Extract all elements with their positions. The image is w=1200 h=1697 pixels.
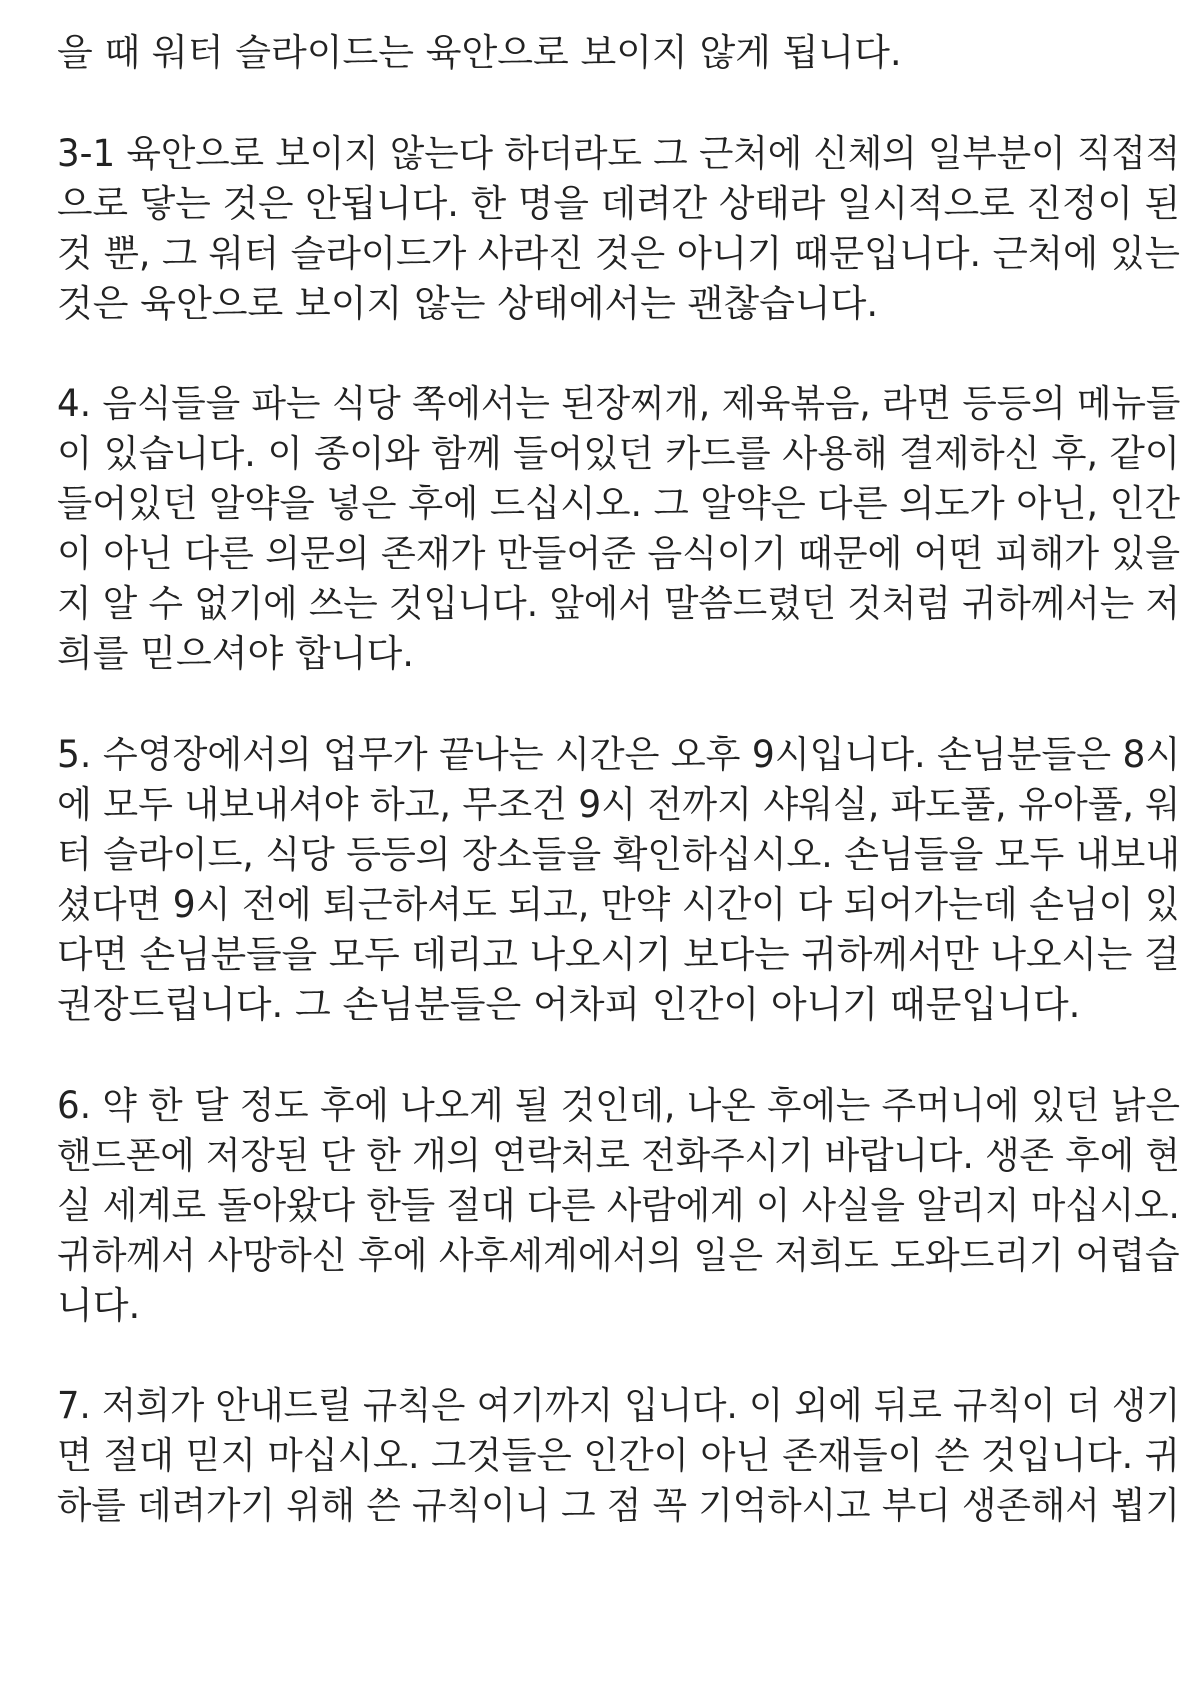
text-line: 지 알 수 없기에 쓰는 것입니다. 앞에서 말씀드렸던 것처럼 귀하께서는 저: [57, 582, 1180, 625]
text-line: 권장드립니다. 그 손님분들은 어차피 인간이 아니기 때문입니다.: [57, 983, 1081, 1026]
text-line: 3-1 육안으로 보이지 않는다 하더라도 그 근처에 신체의 일부분이 직접적: [57, 132, 1181, 175]
text-line: 귀하께서 사망하신 후에 사후세계에서의 일은 저희도 도와드리기 어렵습: [57, 1234, 1180, 1277]
text-line: 을 때 워터 슬라이드는 육안으로 보이지 않게 됩니다.: [57, 31, 902, 74]
text-line: 핸드폰에 저장된 단 한 개의 연락처로 전화주시기 바랍니다. 생존 후에 현: [57, 1134, 1180, 1177]
text-line: 면 절대 믿지 마십시오. 그것들은 인간이 아닌 존재들이 쓴 것입니다. 귀: [57, 1434, 1180, 1477]
text-line: 실 세계로 돌아왔다 한들 절대 다른 사람에게 이 사실을 알리지 마십시오.: [57, 1184, 1180, 1227]
text-line: 5. 수영장에서의 업무가 끝나는 시간은 오후 9시입니다. 손님분들은 8시: [57, 733, 1181, 776]
text-line: 니다.: [57, 1284, 141, 1327]
text-line: 이 있습니다. 이 종이와 함께 들어있던 카드를 사용해 결제하신 후, 같이: [57, 432, 1180, 475]
text-line: 들어있던 알약을 넣은 후에 드십시오. 그 알약은 다른 의도가 아닌, 인간: [57, 482, 1180, 525]
text-line: 4. 음식들을 파는 식당 쪽에서는 된장찌개, 제육볶음, 라면 등등의 메뉴들: [57, 382, 1181, 425]
text-line: 하를 데려가기 위해 쓴 규칙이니 그 점 꼭 기억하시고 부디 생존해서 뵙기: [57, 1484, 1180, 1527]
text-line: 터 슬라이드, 식당 등등의 장소들을 확인하십시오. 손님들을 모두 내보내: [57, 833, 1181, 876]
text-line: 6. 약 한 달 정도 후에 나오게 될 것인데, 나온 후에는 주머니에 있던 낡은: [57, 1084, 1180, 1127]
text-line: 것은 육안으로 보이지 않는 상태에서는 괜찮습니다.: [57, 282, 879, 325]
text-line: 이 아닌 다른 의문의 존재가 만들어준 음식이기 때문에 어떤 피해가 있을: [57, 532, 1181, 575]
text-line: 에 모두 내보내셔야 하고, 무조건 9시 전까지 샤워실, 파도풀, 유아풀, 워: [57, 783, 1181, 826]
text-line: 희를 믿으셔야 합니다.: [57, 632, 414, 675]
text-line: 7. 저희가 안내드릴 규칙은 여기까지 입니다. 이 외에 뒤로 규칙이 더 생기: [57, 1384, 1181, 1427]
text-line: 으로 닿는 것은 안됩니다. 한 명을 데려간 상태라 일시적으로 진정이 된: [57, 182, 1181, 225]
text-line: 것 뿐, 그 워터 슬라이드가 사라진 것은 아니기 때문입니다. 근처에 있는: [57, 232, 1180, 275]
text-line: 셨다면 9시 전에 퇴근하셔도 되고, 만약 시간이 다 되어가는데 손님이 있: [57, 883, 1180, 926]
text-line: 다면 손님분들을 모두 데리고 나오시기 보다는 귀하께서만 나오시는 걸: [57, 933, 1180, 976]
